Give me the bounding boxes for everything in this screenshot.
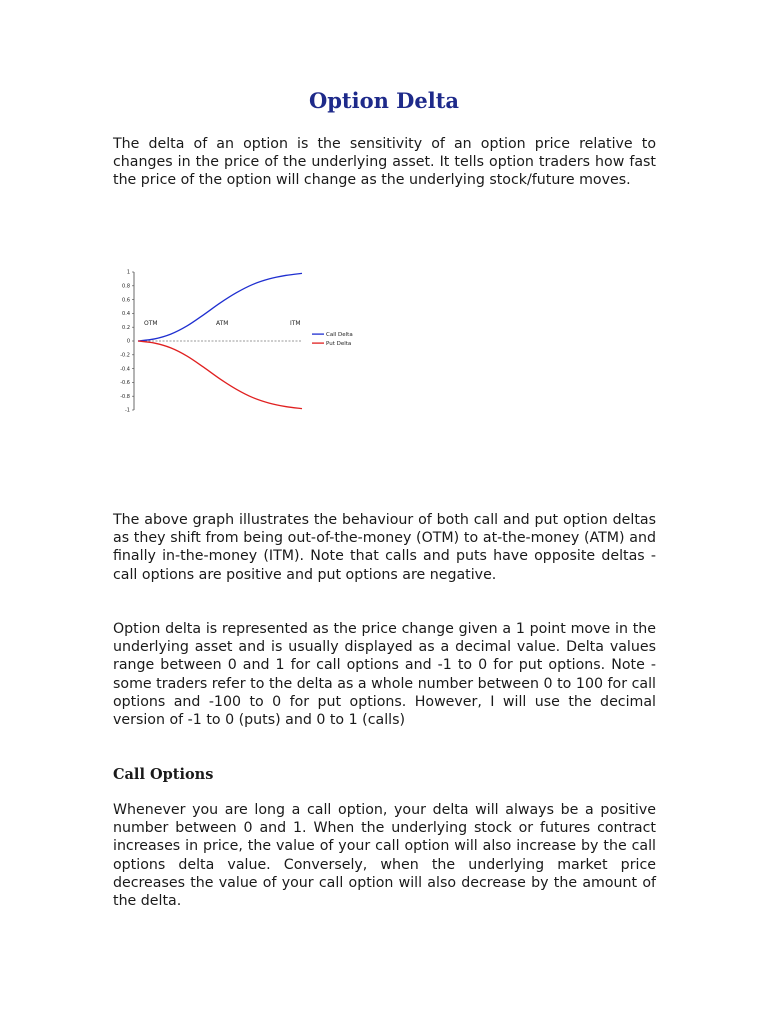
graph-description-paragraph: The above graph illustrates the behaviour of both call and put option deltas as they shift from being out-of-the-money (OTM) to at-the-money (ATM) and finally in-the-money (ITM). Note that calls and puts have opposite deltas - call options are positive and put options are negative. [113,512,656,583]
page-title: Option Delta [308,88,460,113]
region-label-itm: ITM [290,320,301,328]
y-tick-label: -0.4 [120,366,130,373]
call-delta-legend-label: Call Delta [326,332,353,339]
y-tick-label: 0.6 [122,297,130,304]
delta-chart [118,262,370,422]
put-delta-legend-label: Put Delta [326,341,352,348]
put-delta-line [138,341,302,409]
call-options-heading: Call Options [113,766,214,783]
y-tick-label: -0.8 [120,393,130,400]
y-tick-label: 0 [126,338,130,345]
region-label-otm: OTM [144,320,158,328]
call-delta-line [138,273,302,341]
intro-paragraph: The delta of an option is the sensitivity of an option price relative to changes in the price of the underlying asset. It tells option traders how fast the price of the option will change as the underlying stock/future moves. [113,136,656,189]
call-options-paragraph: Whenever you are long a call option, your delta will always be a positive number between 0 and 1. When the underlying stock or futures contract increases in price, the value of your call option will also increase by the call options delta value. Conversely, when the underlying market price decreases the value of your call option will also decrease by the amount of the delta. [113,802,656,910]
region-label-atm: ATM [216,320,229,328]
delta-chart-svg [118,262,370,422]
y-tick-label: 0.4 [122,311,130,318]
y-tick-label: -0.6 [120,380,130,387]
y-tick-label: 0.8 [122,283,130,290]
representation-paragraph: Option delta is represented as the price change given a 1 point move in the underlying asset and is usually displayed as a decimal value. Delta values range between 0 and 1 for call options and -1 to 0 for put options. Note - some traders refer to the delta as a whole number between 0 to 100 for call options and -100 to 0 for put options. However, I will use the decimal version of -1 to 0 (puts) and 0 to 1 (calls) [113,621,656,729]
y-tick-label: -1 [125,407,130,414]
y-tick-label: 1 [126,269,130,276]
y-tick-label: -0.2 [120,352,130,359]
y-tick-label: 0.2 [122,324,130,331]
